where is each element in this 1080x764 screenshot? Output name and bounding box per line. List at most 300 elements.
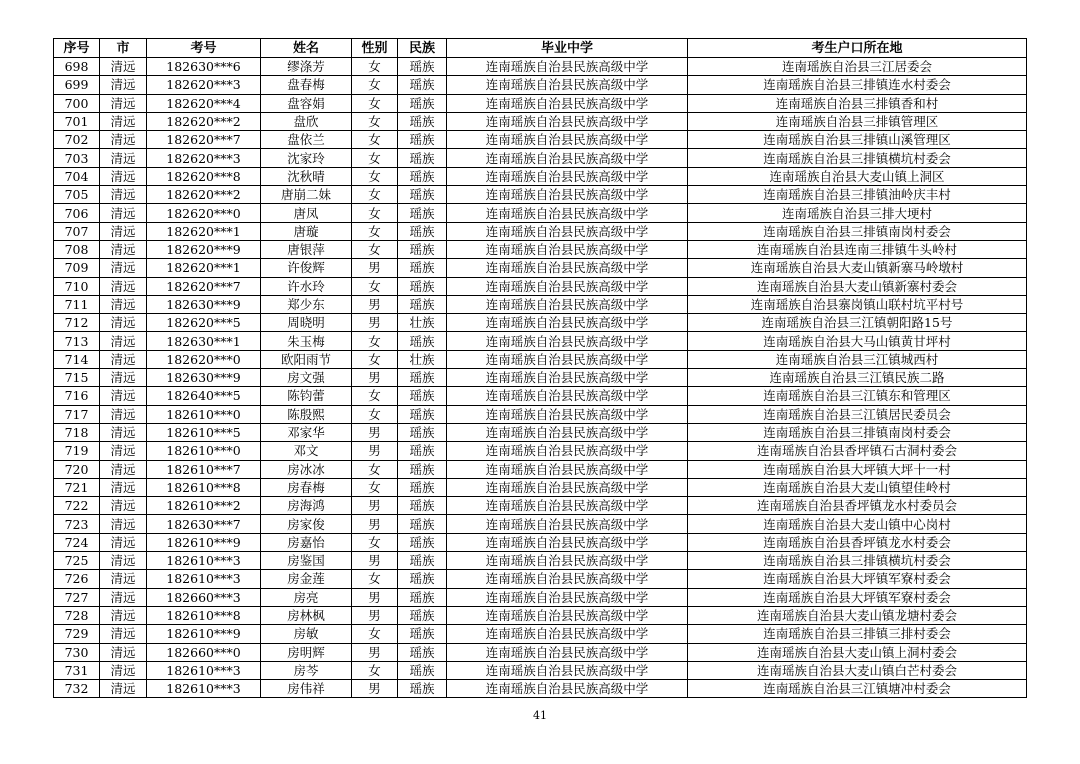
cell-exam-number: 182620***0 <box>147 204 261 222</box>
cell-name: 房伟祥 <box>261 680 352 698</box>
cell-gender: 女 <box>352 277 398 295</box>
header-household-location: 考生户口所在地 <box>688 39 1027 58</box>
cell-city: 清远 <box>100 497 147 515</box>
cell-ethnicity: 瑶族 <box>398 149 447 167</box>
cell-city: 清远 <box>100 149 147 167</box>
table-row <box>54 94 1027 112</box>
cell-exam-number: 182610***3 <box>147 661 261 679</box>
header-name: 姓名 <box>261 39 352 58</box>
cell-city: 清远 <box>100 661 147 679</box>
cell-ethnicity: 瑶族 <box>398 497 447 515</box>
cell-name: 盘容娟 <box>261 94 352 112</box>
cell-name: 缪涤芳 <box>261 58 352 76</box>
cell-household-location: 连南瑶族自治县三排镇横坑村委会 <box>688 149 1027 167</box>
cell-serial-number: 728 <box>54 606 100 624</box>
table-row <box>54 369 1027 387</box>
cell-name: 房家俊 <box>261 515 352 533</box>
cell-name: 房鉴国 <box>261 552 352 570</box>
cell-graduation-school: 连南瑶族自治县民族高级中学 <box>447 533 688 551</box>
cell-graduation-school: 连南瑶族自治县民族高级中学 <box>447 387 688 405</box>
cell-household-location: 连南瑶族自治县大坪镇军寮村委会 <box>688 588 1027 606</box>
cell-ethnicity: 瑶族 <box>398 570 447 588</box>
table-row <box>54 643 1027 661</box>
cell-graduation-school: 连南瑶族自治县民族高级中学 <box>447 112 688 130</box>
cell-household-location: 连南瑶族自治县大麦山镇上洞区 <box>688 167 1027 185</box>
cell-ethnicity: 瑶族 <box>398 643 447 661</box>
cell-ethnicity: 瑶族 <box>398 552 447 570</box>
cell-serial-number: 727 <box>54 588 100 606</box>
header-exam-number: 考号 <box>147 39 261 58</box>
cell-name: 房海鸿 <box>261 497 352 515</box>
cell-ethnicity: 瑶族 <box>398 131 447 149</box>
cell-serial-number: 707 <box>54 222 100 240</box>
cell-name: 陈钧蕾 <box>261 387 352 405</box>
cell-name: 盘春梅 <box>261 76 352 94</box>
cell-household-location: 连南瑶族自治县三江镇东和管理区 <box>688 387 1027 405</box>
cell-graduation-school: 连南瑶族自治县民族高级中学 <box>447 277 688 295</box>
table-row <box>54 387 1027 405</box>
cell-name: 周晓明 <box>261 314 352 332</box>
cell-gender: 女 <box>352 570 398 588</box>
cell-city: 清远 <box>100 442 147 460</box>
header-serial-number: 序号 <box>54 39 100 58</box>
cell-city: 清远 <box>100 204 147 222</box>
cell-graduation-school: 连南瑶族自治县民族高级中学 <box>447 423 688 441</box>
cell-ethnicity: 瑶族 <box>398 222 447 240</box>
cell-graduation-school: 连南瑶族自治县民族高级中学 <box>447 332 688 350</box>
cell-exam-number: 182630***1 <box>147 332 261 350</box>
cell-serial-number: 701 <box>54 112 100 130</box>
cell-ethnicity: 瑶族 <box>398 259 447 277</box>
cell-ethnicity: 瑶族 <box>398 533 447 551</box>
cell-city: 清远 <box>100 588 147 606</box>
cell-household-location: 连南瑶族自治县三江镇朝阳路15号 <box>688 314 1027 332</box>
cell-serial-number: 724 <box>54 533 100 551</box>
cell-exam-number: 182620***2 <box>147 112 261 130</box>
cell-city: 清远 <box>100 76 147 94</box>
cell-serial-number: 699 <box>54 76 100 94</box>
cell-exam-number: 182620***0 <box>147 350 261 368</box>
table-row <box>54 570 1027 588</box>
cell-exam-number: 182620***1 <box>147 259 261 277</box>
cell-gender: 男 <box>352 497 398 515</box>
cell-gender: 女 <box>352 460 398 478</box>
cell-graduation-school: 连南瑶族自治县民族高级中学 <box>447 186 688 204</box>
cell-ethnicity: 瑶族 <box>398 661 447 679</box>
cell-name: 房冰冰 <box>261 460 352 478</box>
cell-gender: 女 <box>352 222 398 240</box>
header-city: 市 <box>100 39 147 58</box>
cell-graduation-school: 连南瑶族自治县民族高级中学 <box>447 240 688 258</box>
cell-ethnicity: 瑶族 <box>398 588 447 606</box>
cell-serial-number: 714 <box>54 350 100 368</box>
cell-gender: 男 <box>352 606 398 624</box>
cell-serial-number: 732 <box>54 680 100 698</box>
cell-name: 唐崩二妹 <box>261 186 352 204</box>
cell-household-location: 连南瑶族自治县三江居委会 <box>688 58 1027 76</box>
cell-serial-number: 716 <box>54 387 100 405</box>
table-row <box>54 186 1027 204</box>
cell-serial-number: 703 <box>54 149 100 167</box>
table-row <box>54 332 1027 350</box>
cell-ethnicity: 瑶族 <box>398 680 447 698</box>
cell-name: 唐璇 <box>261 222 352 240</box>
cell-city: 清远 <box>100 58 147 76</box>
cell-ethnicity: 瑶族 <box>398 423 447 441</box>
table-row <box>54 533 1027 551</box>
cell-household-location: 连南瑶族自治县香坪镇龙水村委员会 <box>688 497 1027 515</box>
cell-serial-number: 710 <box>54 277 100 295</box>
cell-name: 房亮 <box>261 588 352 606</box>
cell-ethnicity: 瑶族 <box>398 277 447 295</box>
cell-name: 许俊辉 <box>261 259 352 277</box>
table-row <box>54 76 1027 94</box>
cell-household-location: 连南瑶族自治县大麦山镇新寨村委会 <box>688 277 1027 295</box>
cell-gender: 女 <box>352 149 398 167</box>
cell-gender: 女 <box>352 58 398 76</box>
cell-exam-number: 182610***0 <box>147 442 261 460</box>
cell-city: 清远 <box>100 350 147 368</box>
table-row <box>54 625 1027 643</box>
cell-exam-number: 182630***9 <box>147 369 261 387</box>
cell-city: 清远 <box>100 94 147 112</box>
cell-gender: 男 <box>352 314 398 332</box>
cell-exam-number: 182630***9 <box>147 295 261 313</box>
cell-household-location: 连南瑶族自治县三排镇南岗村委会 <box>688 222 1027 240</box>
cell-gender: 男 <box>352 295 398 313</box>
cell-exam-number: 182640***5 <box>147 387 261 405</box>
cell-household-location: 连南瑶族自治县三排镇连水村委会 <box>688 76 1027 94</box>
table-row <box>54 277 1027 295</box>
cell-name: 唐银萍 <box>261 240 352 258</box>
cell-name: 房芩 <box>261 661 352 679</box>
table-row <box>54 460 1027 478</box>
cell-graduation-school: 连南瑶族自治县民族高级中学 <box>447 460 688 478</box>
cell-ethnicity: 瑶族 <box>398 442 447 460</box>
table-row <box>54 515 1027 533</box>
cell-graduation-school: 连南瑶族自治县民族高级中学 <box>447 76 688 94</box>
cell-graduation-school: 连南瑶族自治县民族高级中学 <box>447 259 688 277</box>
cell-household-location: 连南瑶族自治县连南三排镇牛头岭村 <box>688 240 1027 258</box>
cell-household-location: 连南瑶族自治县三排大埂村 <box>688 204 1027 222</box>
cell-name: 盘依兰 <box>261 131 352 149</box>
cell-gender: 女 <box>352 332 398 350</box>
cell-serial-number: 723 <box>54 515 100 533</box>
cell-household-location: 连南瑶族自治县三排镇管理区 <box>688 112 1027 130</box>
table-row <box>54 497 1027 515</box>
cell-ethnicity: 瑶族 <box>398 515 447 533</box>
cell-graduation-school: 连南瑶族自治县民族高级中学 <box>447 369 688 387</box>
cell-graduation-school: 连南瑶族自治县民族高级中学 <box>447 131 688 149</box>
cell-household-location: 连南瑶族自治县三排镇横坑村委会 <box>688 552 1027 570</box>
cell-household-location: 连南瑶族自治县三排镇香和村 <box>688 94 1027 112</box>
cell-city: 清远 <box>100 460 147 478</box>
cell-exam-number: 182610***0 <box>147 405 261 423</box>
cell-exam-number: 182630***7 <box>147 515 261 533</box>
cell-ethnicity: 壮族 <box>398 314 447 332</box>
table-row <box>54 442 1027 460</box>
cell-serial-number: 704 <box>54 167 100 185</box>
cell-graduation-school: 连南瑶族自治县民族高级中学 <box>447 588 688 606</box>
cell-city: 清远 <box>100 570 147 588</box>
cell-ethnicity: 瑶族 <box>398 295 447 313</box>
cell-city: 清远 <box>100 369 147 387</box>
cell-serial-number: 706 <box>54 204 100 222</box>
cell-graduation-school: 连南瑶族自治县民族高级中学 <box>447 442 688 460</box>
cell-ethnicity: 瑶族 <box>398 460 447 478</box>
cell-graduation-school: 连南瑶族自治县民族高级中学 <box>447 405 688 423</box>
cell-serial-number: 705 <box>54 186 100 204</box>
cell-household-location: 连南瑶族自治县三江镇居民委员会 <box>688 405 1027 423</box>
cell-household-location: 连南瑶族自治县大麦山镇新寨马岭墩村 <box>688 259 1027 277</box>
cell-gender: 男 <box>352 680 398 698</box>
cell-gender: 男 <box>352 643 398 661</box>
cell-household-location: 连南瑶族自治县大麦山镇龙塘村委会 <box>688 606 1027 624</box>
cell-ethnicity: 瑶族 <box>398 58 447 76</box>
cell-city: 清远 <box>100 167 147 185</box>
cell-household-location: 连南瑶族自治县大麦山镇中心岗村 <box>688 515 1027 533</box>
cell-city: 清远 <box>100 131 147 149</box>
header-ethnicity: 民族 <box>398 39 447 58</box>
cell-ethnicity: 瑶族 <box>398 606 447 624</box>
cell-household-location: 连南瑶族自治县大麦山镇上洞村委会 <box>688 643 1027 661</box>
cell-gender: 男 <box>352 423 398 441</box>
cell-graduation-school: 连南瑶族自治县民族高级中学 <box>447 167 688 185</box>
cell-name: 许水玲 <box>261 277 352 295</box>
cell-serial-number: 731 <box>54 661 100 679</box>
table-row <box>54 149 1027 167</box>
header-gender: 性别 <box>352 39 398 58</box>
cell-ethnicity: 瑶族 <box>398 625 447 643</box>
cell-graduation-school: 连南瑶族自治县民族高级中学 <box>447 497 688 515</box>
student-table <box>53 38 1027 698</box>
cell-gender: 女 <box>352 478 398 496</box>
cell-gender: 男 <box>352 552 398 570</box>
cell-city: 清远 <box>100 295 147 313</box>
table-row <box>54 314 1027 332</box>
cell-exam-number: 182660***0 <box>147 643 261 661</box>
table-row <box>54 680 1027 698</box>
cell-graduation-school: 连南瑶族自治县民族高级中学 <box>447 222 688 240</box>
cell-gender: 女 <box>352 625 398 643</box>
cell-serial-number: 711 <box>54 295 100 313</box>
cell-gender: 女 <box>352 405 398 423</box>
cell-name: 房明辉 <box>261 643 352 661</box>
cell-graduation-school: 连南瑶族自治县民族高级中学 <box>447 149 688 167</box>
cell-exam-number: 182620***3 <box>147 149 261 167</box>
table-row <box>54 478 1027 496</box>
cell-exam-number: 182610***9 <box>147 533 261 551</box>
cell-ethnicity: 瑶族 <box>398 478 447 496</box>
table-row <box>54 423 1027 441</box>
cell-ethnicity: 瑶族 <box>398 167 447 185</box>
cell-serial-number: 719 <box>54 442 100 460</box>
table-row <box>54 295 1027 313</box>
cell-serial-number: 722 <box>54 497 100 515</box>
cell-city: 清远 <box>100 387 147 405</box>
cell-exam-number: 182610***8 <box>147 606 261 624</box>
cell-serial-number: 700 <box>54 94 100 112</box>
cell-ethnicity: 瑶族 <box>398 186 447 204</box>
cell-name: 房敏 <box>261 625 352 643</box>
cell-gender: 女 <box>352 186 398 204</box>
cell-exam-number: 182620***7 <box>147 131 261 149</box>
cell-gender: 女 <box>352 387 398 405</box>
cell-city: 清远 <box>100 314 147 332</box>
cell-exam-number: 182620***3 <box>147 76 261 94</box>
cell-city: 清远 <box>100 423 147 441</box>
cell-city: 清远 <box>100 186 147 204</box>
cell-serial-number: 698 <box>54 58 100 76</box>
cell-graduation-school: 连南瑶族自治县民族高级中学 <box>447 680 688 698</box>
cell-household-location: 连南瑶族自治县三江镇塘冲村委会 <box>688 680 1027 698</box>
cell-gender: 女 <box>352 533 398 551</box>
cell-graduation-school: 连南瑶族自治县民族高级中学 <box>447 58 688 76</box>
cell-serial-number: 725 <box>54 552 100 570</box>
cell-serial-number: 712 <box>54 314 100 332</box>
cell-exam-number: 182660***3 <box>147 588 261 606</box>
cell-graduation-school: 连南瑶族自治县民族高级中学 <box>447 606 688 624</box>
cell-serial-number: 715 <box>54 369 100 387</box>
cell-name: 朱玉梅 <box>261 332 352 350</box>
table-row <box>54 259 1027 277</box>
cell-graduation-school: 连南瑶族自治县民族高级中学 <box>447 478 688 496</box>
cell-ethnicity: 瑶族 <box>398 369 447 387</box>
cell-gender: 男 <box>352 442 398 460</box>
table-row <box>54 606 1027 624</box>
cell-gender: 男 <box>352 588 398 606</box>
cell-exam-number: 182610***9 <box>147 625 261 643</box>
cell-gender: 女 <box>352 167 398 185</box>
cell-gender: 女 <box>352 112 398 130</box>
cell-serial-number: 721 <box>54 478 100 496</box>
cell-city: 清远 <box>100 277 147 295</box>
cell-serial-number: 730 <box>54 643 100 661</box>
cell-name: 房春梅 <box>261 478 352 496</box>
cell-city: 清远 <box>100 259 147 277</box>
table-row <box>54 222 1027 240</box>
cell-household-location: 连南瑶族自治县三江镇民族二路 <box>688 369 1027 387</box>
cell-exam-number: 182610***7 <box>147 460 261 478</box>
header-graduation-school: 毕业中学 <box>447 39 688 58</box>
cell-serial-number: 713 <box>54 332 100 350</box>
table-row <box>54 167 1027 185</box>
cell-ethnicity: 瑶族 <box>398 405 447 423</box>
cell-name: 房文强 <box>261 369 352 387</box>
table-header-row <box>54 39 1027 58</box>
cell-gender: 男 <box>352 515 398 533</box>
cell-city: 清远 <box>100 606 147 624</box>
cell-exam-number: 182610***3 <box>147 570 261 588</box>
cell-serial-number: 729 <box>54 625 100 643</box>
cell-city: 清远 <box>100 552 147 570</box>
cell-name: 盘欣 <box>261 112 352 130</box>
table-row <box>54 112 1027 130</box>
page-number: 41 <box>533 709 547 722</box>
cell-city: 清远 <box>100 643 147 661</box>
table-row <box>54 204 1027 222</box>
cell-gender: 女 <box>352 240 398 258</box>
table-body <box>54 58 1027 698</box>
cell-name: 房林枫 <box>261 606 352 624</box>
document-page <box>53 38 1026 698</box>
cell-name: 沈秋晴 <box>261 167 352 185</box>
cell-household-location: 连南瑶族自治县大坪镇大坪十一村 <box>688 460 1027 478</box>
cell-name: 房金莲 <box>261 570 352 588</box>
cell-gender: 女 <box>352 661 398 679</box>
table-row <box>54 58 1027 76</box>
table-row <box>54 350 1027 368</box>
cell-household-location: 连南瑶族自治县三排镇三排村委会 <box>688 625 1027 643</box>
cell-ethnicity: 瑶族 <box>398 332 447 350</box>
table-row <box>54 661 1027 679</box>
cell-exam-number: 182620***2 <box>147 186 261 204</box>
table-row <box>54 131 1027 149</box>
cell-exam-number: 182620***1 <box>147 222 261 240</box>
cell-city: 清远 <box>100 478 147 496</box>
cell-name: 欧阳雨节 <box>261 350 352 368</box>
cell-city: 清远 <box>100 112 147 130</box>
table-row <box>54 405 1027 423</box>
cell-gender: 男 <box>352 259 398 277</box>
cell-household-location: 连南瑶族自治县三排镇山溪管理区 <box>688 131 1027 149</box>
cell-graduation-school: 连南瑶族自治县民族高级中学 <box>447 625 688 643</box>
cell-exam-number: 182620***5 <box>147 314 261 332</box>
cell-city: 清远 <box>100 222 147 240</box>
table-row <box>54 588 1027 606</box>
cell-household-location: 连南瑶族自治县香坪镇龙水村委会 <box>688 533 1027 551</box>
cell-exam-number: 182610***2 <box>147 497 261 515</box>
cell-name: 陈殷熙 <box>261 405 352 423</box>
cell-graduation-school: 连南瑶族自治县民族高级中学 <box>447 515 688 533</box>
cell-name: 邓家华 <box>261 423 352 441</box>
cell-household-location: 连南瑶族自治县大坪镇军寮村委会 <box>688 570 1027 588</box>
cell-serial-number: 718 <box>54 423 100 441</box>
cell-exam-number: 182610***3 <box>147 680 261 698</box>
cell-serial-number: 708 <box>54 240 100 258</box>
cell-name: 房嘉怡 <box>261 533 352 551</box>
cell-name: 邓文 <box>261 442 352 460</box>
cell-graduation-school: 连南瑶族自治县民族高级中学 <box>447 204 688 222</box>
cell-city: 清远 <box>100 332 147 350</box>
table-row <box>54 552 1027 570</box>
cell-gender: 女 <box>352 94 398 112</box>
table-row <box>54 240 1027 258</box>
cell-serial-number: 720 <box>54 460 100 478</box>
cell-ethnicity: 瑶族 <box>398 204 447 222</box>
cell-city: 清远 <box>100 515 147 533</box>
cell-serial-number: 702 <box>54 131 100 149</box>
cell-serial-number: 709 <box>54 259 100 277</box>
cell-ethnicity: 瑶族 <box>398 240 447 258</box>
cell-name: 唐凤 <box>261 204 352 222</box>
cell-graduation-school: 连南瑶族自治县民族高级中学 <box>447 552 688 570</box>
cell-exam-number: 182630***6 <box>147 58 261 76</box>
cell-ethnicity: 瑶族 <box>398 112 447 130</box>
cell-city: 清远 <box>100 680 147 698</box>
cell-ethnicity: 瑶族 <box>398 94 447 112</box>
cell-city: 清远 <box>100 405 147 423</box>
cell-ethnicity: 瑶族 <box>398 76 447 94</box>
cell-graduation-school: 连南瑶族自治县民族高级中学 <box>447 643 688 661</box>
cell-exam-number: 182620***4 <box>147 94 261 112</box>
cell-name: 沈家玲 <box>261 149 352 167</box>
cell-gender: 男 <box>352 369 398 387</box>
cell-graduation-school: 连南瑶族自治县民族高级中学 <box>447 295 688 313</box>
cell-city: 清远 <box>100 533 147 551</box>
cell-city: 清远 <box>100 240 147 258</box>
cell-graduation-school: 连南瑶族自治县民族高级中学 <box>447 314 688 332</box>
